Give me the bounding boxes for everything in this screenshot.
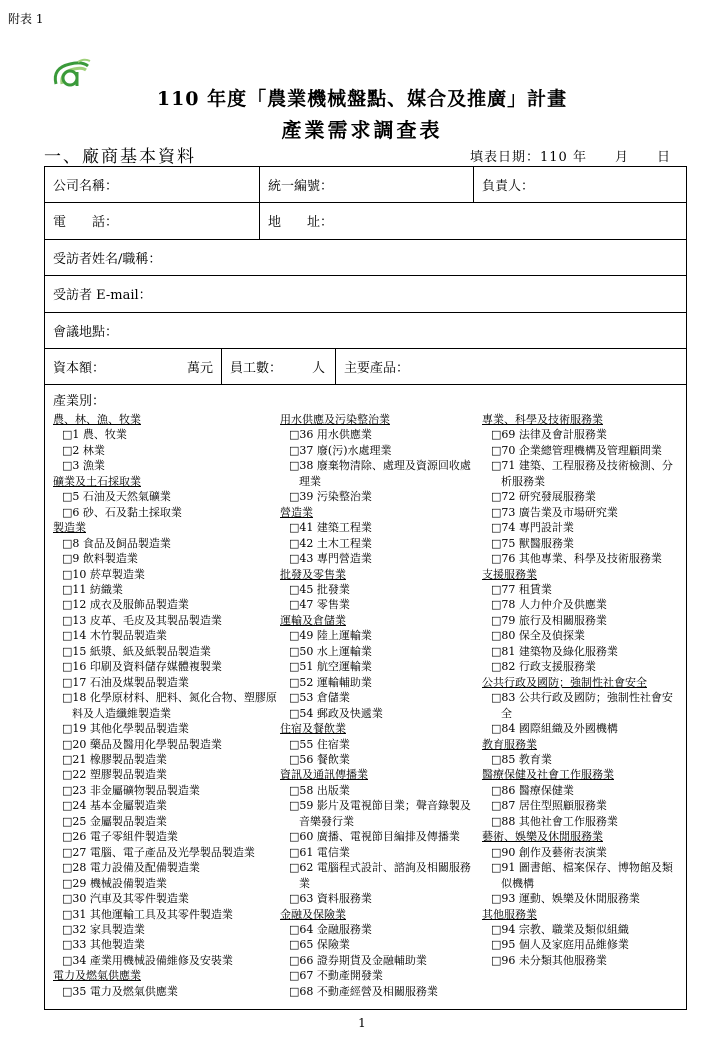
main-products-field[interactable]: 主要產品：	[335, 349, 686, 384]
tax-id-field[interactable]: 統一編號：	[259, 167, 473, 202]
industry-checkbox-item[interactable]: □1 農、牧業	[62, 428, 127, 442]
industry-checkbox-item[interactable]: □56 餐飲業	[289, 752, 350, 766]
industry-checkbox-item[interactable]: □96 未分類其他服務業	[491, 953, 607, 967]
industry-checkbox-item[interactable]: □55 住宿業	[289, 737, 350, 751]
industry-checkbox-item[interactable]: □22 塑膠製品製造業	[62, 768, 167, 782]
page-number: 1	[358, 1016, 366, 1030]
industry-checkbox-item[interactable]: □15 紙漿、紙及紙製品製造業	[62, 644, 211, 658]
industry-checkbox-item[interactable]: □74 專門設計業	[491, 521, 574, 535]
industry-checkbox-item[interactable]: □83 公共行政及國防；強制性社會安全	[491, 691, 673, 720]
industry-category: 批發及零售業	[280, 567, 346, 581]
phone-field[interactable]: 電 話：	[53, 215, 119, 230]
industry-checkbox-item[interactable]: □9 飲料製造業	[62, 552, 138, 566]
industry-checkbox-item[interactable]: □78 人力仲介及供應業	[491, 598, 607, 612]
document-subtitle: 產業需求調查表	[281, 118, 443, 142]
employees-unit: 人	[311, 361, 325, 376]
industry-category: 專業、科學及技術服務業	[482, 413, 603, 426]
industry-column-1	[53, 412, 277, 999]
industry-checkbox-item[interactable]: □18 化學原材料、肥料、氮化合物、塑膠原料及人造纖維製造業	[62, 691, 277, 720]
industry-checkbox-item[interactable]: □29 機械設備製造業	[62, 876, 167, 890]
employees-label: 員工數：	[230, 361, 283, 376]
industry-checkbox-item[interactable]: □35 電力及燃氣供應業	[62, 984, 178, 998]
interviewee-field[interactable]: 受訪者姓名/職稱：	[53, 252, 162, 267]
industry-checkbox-item[interactable]: □82 行政支援服務業	[491, 660, 596, 674]
industry-category: 農、林、漁、牧業	[53, 413, 141, 426]
industry-category: 公共行政及國防；強制性社會安全	[482, 675, 647, 689]
industry-checkbox-item[interactable]: □77 租賃業	[491, 582, 552, 596]
industry-checkbox-item[interactable]: □88 其他社會工作服務業	[491, 814, 618, 828]
responsible-person-field[interactable]: 負責人：	[473, 167, 686, 202]
industry-checkbox-item[interactable]: □76 其他專業、科學及技術服務業	[491, 552, 662, 566]
company-name-field[interactable]: 公司名稱：	[53, 179, 119, 194]
industry-checkbox-item[interactable]: □42 土木工程業	[289, 536, 372, 550]
industry-category: 營造業	[280, 505, 313, 519]
industry-checkbox-item[interactable]: □75 獸醫服務業	[491, 536, 574, 550]
industry-checkbox-item[interactable]: □65 保險業	[289, 938, 350, 952]
industry-category: 住宿及餐飲業	[280, 722, 346, 736]
industry-category: 製造業	[53, 521, 86, 535]
industry-checkbox-item[interactable]: □12 成衣及服飾品製造業	[62, 598, 189, 612]
industry-checkbox-item[interactable]: □70 企業總管理機構及管理顧問業	[491, 443, 662, 457]
industry-checkbox-item[interactable]: □5 石油及天然氣礦業	[62, 490, 171, 504]
industry-checkbox-item[interactable]: □39 污染整治業	[289, 490, 372, 504]
document-title: 110 年度「農業機械盤點、媒合及推廣」計畫	[156, 88, 568, 110]
industry-column-2	[280, 412, 472, 999]
industry-checkbox-item[interactable]: □73 廣告業及市場研究業	[491, 505, 618, 519]
industry-checkbox-item[interactable]: □32 家具製造業	[62, 922, 145, 936]
industry-category: 資訊及通訊傳播業	[280, 768, 368, 782]
industry-checkbox-item[interactable]: □93 運動、娛樂及休閒服務業	[491, 892, 640, 906]
industry-checkbox-item[interactable]: □90 創作及藝術表演業	[491, 845, 607, 859]
industry-checkbox-item[interactable]: □79 旅行及相關服務業	[491, 613, 607, 627]
industry-checkbox-item[interactable]: □41 建築工程業	[289, 521, 372, 535]
industry-category: 藝術、娛樂及休閒服務業	[482, 830, 603, 844]
industry-checkbox-item[interactable]: □26 電子零組件製造業	[62, 830, 178, 844]
industry-checkbox-item[interactable]: □10 菸草製造業	[62, 567, 145, 581]
industry-checkbox-item[interactable]: □63 資料服務業	[289, 892, 372, 906]
industry-checkbox-item[interactable]: □24 基本金屬製造業	[62, 799, 167, 813]
employees-field[interactable]	[221, 349, 335, 384]
industry-checkbox-item[interactable]: □94 宗教、職業及類似組織	[491, 922, 629, 936]
industry-checkbox-item[interactable]: □8 食品及飼品製造業	[62, 536, 171, 550]
industry-checkbox-item[interactable]: □27 電腦、電子產品及光學製品製造業	[62, 845, 255, 859]
industry-category: 運輸及倉儲業	[280, 613, 346, 627]
industry-checkbox-item[interactable]: □11 紡織業	[62, 582, 123, 596]
industry-checkbox-item[interactable]: □71 建築、工程服務及技術檢測、分析服務業	[491, 459, 673, 488]
industry-checkbox-item[interactable]: □80 保全及偵探業	[491, 629, 585, 643]
form-row-interviewee	[45, 240, 686, 276]
section-heading: 一、廠商基本資料	[44, 147, 196, 167]
appendix-label: 附表 1	[8, 12, 44, 26]
industry-checkbox-item[interactable]: □61 電信業	[289, 845, 350, 859]
survey-form	[44, 166, 687, 1010]
industry-checkbox-item[interactable]: □45 批發業	[289, 582, 350, 596]
form-row-business	[45, 349, 686, 385]
industry-checkbox-item[interactable]: □87 居住型照顧服務業	[491, 799, 607, 813]
industry-checkbox-item[interactable]: □49 陸上運輸業	[289, 629, 372, 643]
industry-checkbox-item[interactable]: □72 研究發展服務業	[491, 490, 596, 504]
industry-category: 用水供應及污染整治業	[280, 413, 390, 426]
industry-checkbox-item[interactable]: □52 運輸輔助業	[289, 675, 372, 689]
industry-checkbox-item[interactable]: □53 倉儲業	[289, 691, 350, 705]
industry-checkbox-item[interactable]: □59 影片及電視節目業；聲音錄製及音樂發行業	[289, 799, 471, 828]
industry-checkbox-item[interactable]: □67 不動產開發業	[289, 969, 383, 983]
industry-checkbox-item[interactable]: □13 皮革、毛皮及其製品製造業	[62, 613, 222, 627]
industry-checkbox-item[interactable]: □28 電力設備及配備製造業	[62, 861, 200, 875]
industry-checkbox-item[interactable]: □33 其他製造業	[62, 938, 145, 952]
industry-checkbox-item[interactable]: □47 零售業	[289, 598, 350, 612]
industry-checkbox-item[interactable]: □19 其他化學製品製造業	[62, 722, 189, 736]
industry-checkbox-item[interactable]: □17 石油及煤製品製造業	[62, 675, 189, 689]
industry-checkbox-item[interactable]: □58 出版業	[289, 783, 350, 797]
industry-checkbox-item[interactable]: □64 金融服務業	[289, 922, 372, 936]
industry-checkbox-item[interactable]: □54 郵政及快遞業	[289, 706, 383, 720]
industry-category: 電力及燃氣供應業	[53, 969, 141, 983]
form-row-company	[45, 167, 686, 203]
industry-checkbox-item[interactable]: □43 專門營造業	[289, 552, 372, 566]
industry-checkbox-item[interactable]: □95 個人及家庭用品維修業	[491, 938, 629, 952]
industry-checkbox-item[interactable]: □16 印刷及資料儲存媒體複製業	[62, 660, 222, 674]
industry-checkbox-item[interactable]: □23 非金屬礦物製品製造業	[62, 783, 200, 797]
industry-checkbox-item[interactable]: □60 廣播、電視節目編排及傳播業	[289, 830, 460, 844]
industry-category: 教育服務業	[482, 737, 537, 751]
industry-checkbox-item[interactable]: □85 教育業	[491, 752, 552, 766]
industry-category: 礦業及土石採取業	[53, 474, 141, 488]
capital-label: 資本額：	[53, 361, 106, 376]
industry-checkbox-item[interactable]: □21 橡膠製品製造業	[62, 752, 167, 766]
industry-checkbox-item[interactable]: □6 砂、石及黏土採取業	[62, 505, 182, 519]
industry-checkbox-item[interactable]: □62 電腦程式設計、諮詢及相關服務業	[289, 861, 471, 890]
industry-checkbox-item[interactable]: □2 林業	[62, 443, 105, 457]
capital-field[interactable]	[45, 349, 221, 384]
industry-category: 支援服務業	[482, 567, 537, 581]
industry-checkbox-item[interactable]: □3 漁業	[62, 459, 105, 473]
industry-category: 金融及保險業	[280, 907, 346, 921]
industry-checkbox-item[interactable]: □31 其他運輸工具及其零件製造業	[62, 907, 233, 921]
industry-checkbox-item[interactable]: □86 醫療保健業	[491, 783, 574, 797]
form-row-email	[45, 276, 686, 313]
address-field[interactable]: 地 址：	[259, 203, 686, 239]
form-row-meeting	[45, 313, 686, 349]
industry-checkbox-item[interactable]: □25 金屬製品製造業	[62, 814, 167, 828]
industry-title: 產業別：	[53, 394, 106, 409]
industry-category: 其他服務業	[482, 907, 537, 921]
industry-checkbox-item[interactable]: □34 產業用機械設備維修及安裝業	[62, 953, 233, 967]
meeting-place-field[interactable]: 會議地點：	[53, 325, 119, 340]
industry-checkbox-item[interactable]: □20 藥品及醫用化學製品製造業	[62, 737, 222, 751]
industry-checkbox-item[interactable]: □50 水上運輸業	[289, 644, 372, 658]
industry-checkbox-item[interactable]: □84 國際組織及外國機構	[491, 722, 618, 736]
industry-checkbox-item[interactable]: □37 廢(污)水處理業	[289, 443, 392, 457]
industry-checkbox-item[interactable]: □81 建築物及綠化服務業	[491, 644, 618, 658]
industry-checkbox-item[interactable]: □51 航空運輸業	[289, 660, 372, 674]
fill-date: 填表日期：110 年 月 日	[470, 150, 671, 165]
industry-checkbox-item[interactable]: □38 廢棄物清除、處理及資源回收處理業	[289, 459, 471, 488]
industry-checkbox-item[interactable]: □14 木竹製品製造業	[62, 629, 167, 643]
industry-checkbox-item[interactable]: □66 證券期貨及金融輔助業	[289, 953, 427, 967]
form-row-contact	[45, 203, 686, 240]
industry-column-3	[482, 412, 682, 968]
capital-unit: 萬元	[186, 361, 213, 376]
email-field[interactable]: 受訪者 E-mail：	[53, 288, 152, 303]
industry-checkbox-item[interactable]: □91 圖書館、檔案保存、博物館及類似機構	[491, 861, 673, 890]
industry-checkbox-item[interactable]: □69 法律及會計服務業	[491, 428, 607, 442]
industry-checkbox-item[interactable]: □68 不動產經營及相關服務業	[289, 984, 438, 998]
industry-checkbox-item[interactable]: □36 用水供應業	[289, 428, 372, 442]
industry-category: 醫療保健及社會工作服務業	[482, 768, 614, 782]
industry-checkbox-item[interactable]: □30 汽車及其零件製造業	[62, 892, 189, 906]
